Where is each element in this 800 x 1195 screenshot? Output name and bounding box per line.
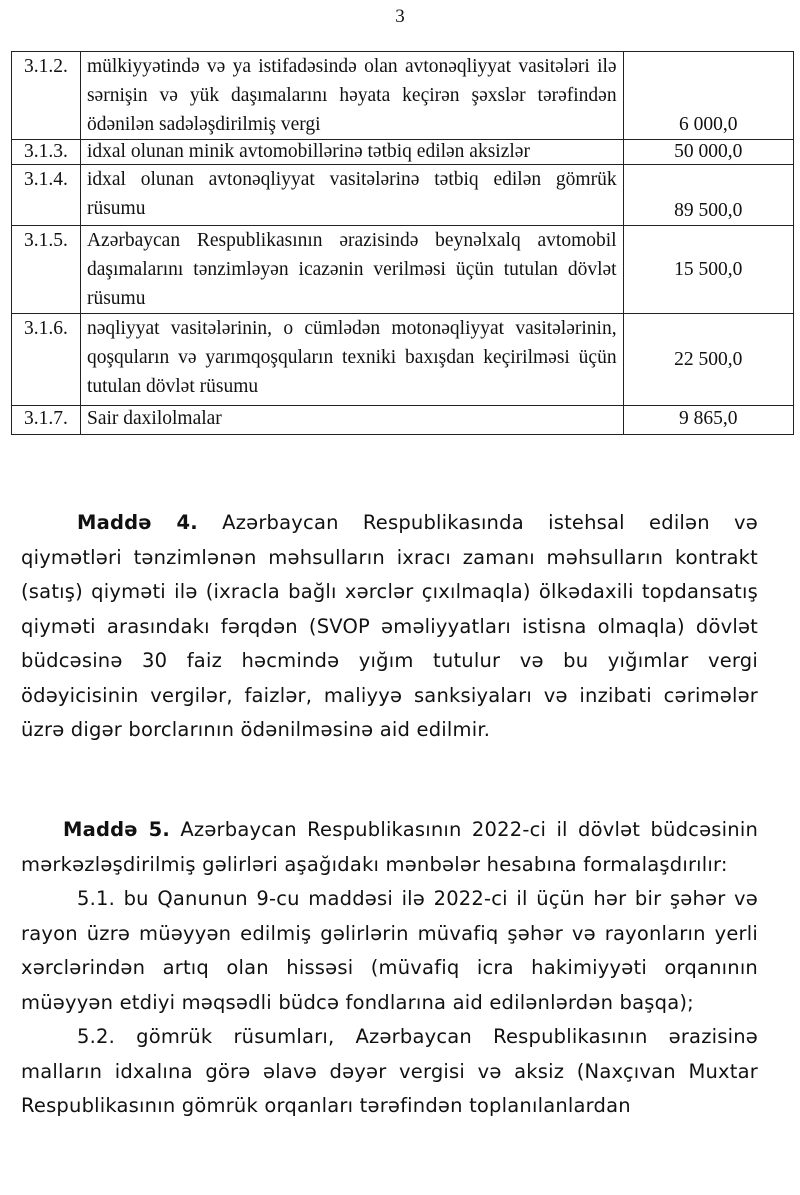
article-5-text: Azərbaycan Respublikasının 2022-ci il dövlət büdcəsinin mərkəzləşdirilmiş gəlirləri aşağıdakı mənbələr hesabına formalaşdırılır: (21, 818, 758, 876)
row-amount: 22 500,0 (623, 314, 793, 406)
article-5-item: 5.1. bu Qanunun 9-cu maddəsi ilə 2022-ci il üçün hər bir şəhər və rayon üzrə müəyyən edilmiş gəlirlərin müvafiq şəhər və rayonların yerli xərclərindən artıq olan hissəsi (müvafiq icra hakimiyyəti orqanının müəyyən etdiyi məqsədli büdcə fondlarına aid edilənlərdən başqa); (21, 887, 758, 1014)
article-5-item: 5.2. gömrük rüsumları, Azərbaycan Respublikasının ərazisinə malların idxalına görə əlavə dəyər vergisi və aksiz (Naxçıvan Muxtar Respublikasının gömrük orqanları tərəfindən toplanılanlardan (21, 1025, 758, 1117)
row-code: 3.1.3. (12, 140, 81, 165)
table-row (12, 314, 794, 406)
row-amount: 89 500,0 (623, 165, 793, 226)
row-description: Azərbaycan Respublikasının ərazisində beynəlxalq avtomobil daşımalarını tənzimləyən icazənin verilməsi üçün tutulan dövlət rüsumu (80, 226, 623, 314)
row-code: 3.1.6. (12, 314, 81, 406)
row-description: nəqliyyat vasitələrinin, o cümlədən motonəqliyyat vasitələrinin, qoşquların və yarımqoşquların texniki baxışdan keçirilməsi üçün tutulan dövlət rüsumu (80, 314, 623, 406)
row-description: mülkiyyətində və ya istifadəsində olan avtonəqliyyat vasitələri ilə sərnişin və yük daşımalarını həyata keçirən şəxslər tərəfindən ödənilən sadələşdirilmiş vergi (80, 52, 623, 140)
table-row (12, 226, 794, 314)
article-4 (21, 506, 758, 748)
row-code: 3.1.7. (12, 406, 81, 435)
row-amount: 6 000,0 (623, 52, 793, 140)
table-row (12, 406, 794, 435)
row-code: 3.1.4. (12, 165, 81, 226)
article-5-heading: Maddə 5. (63, 818, 171, 841)
article-5-paragraph (21, 813, 758, 882)
table-row (12, 52, 794, 140)
row-description: Sair daxilolmalar (80, 406, 623, 435)
article-4-text: Azərbaycan Respublikasında istehsal edilən və qiymətləri tənzimlənən məhsulların ixracı zamanı məhsulların kontrakt (satış) qiyməti ilə (ixracla bağlı xərclər çıxılmaqla) ölkədaxili topdansatış qiyməti arasındakı fərqdən (SVOP əməliyyatları istisna olmaqla) dövlət büdcəsinə 30 faiz həcmində yığım tutulur və bu yığımlar vergi ödəyicisinin vergilər, faizlər, maliyyə sanksiyaları və inzibati cərimələr üzrə digər borclarının ödənilməsinə aid edilmir. (21, 511, 758, 741)
article-5 (21, 813, 758, 1124)
row-description: idxal olunan minik avtomobillərinə tətbiq edilən aksizlər (80, 140, 623, 165)
row-amount: 15 500,0 (623, 226, 793, 314)
table-row (12, 140, 794, 165)
page-number: 3 (395, 6, 405, 27)
table-row (12, 165, 794, 226)
row-code: 3.1.5. (12, 226, 81, 314)
row-code: 3.1.2. (12, 52, 81, 140)
article-4-heading: Maddə 4. (77, 511, 198, 534)
row-amount: 9 865,0 (623, 406, 793, 435)
row-amount: 50 000,0 (623, 140, 793, 165)
revenue-table (11, 51, 794, 435)
row-description: idxal olunan avtonəqliyyat vasitələrinə tətbiq edilən gömrük rüsumu (80, 165, 623, 226)
article-4-paragraph (21, 506, 758, 748)
